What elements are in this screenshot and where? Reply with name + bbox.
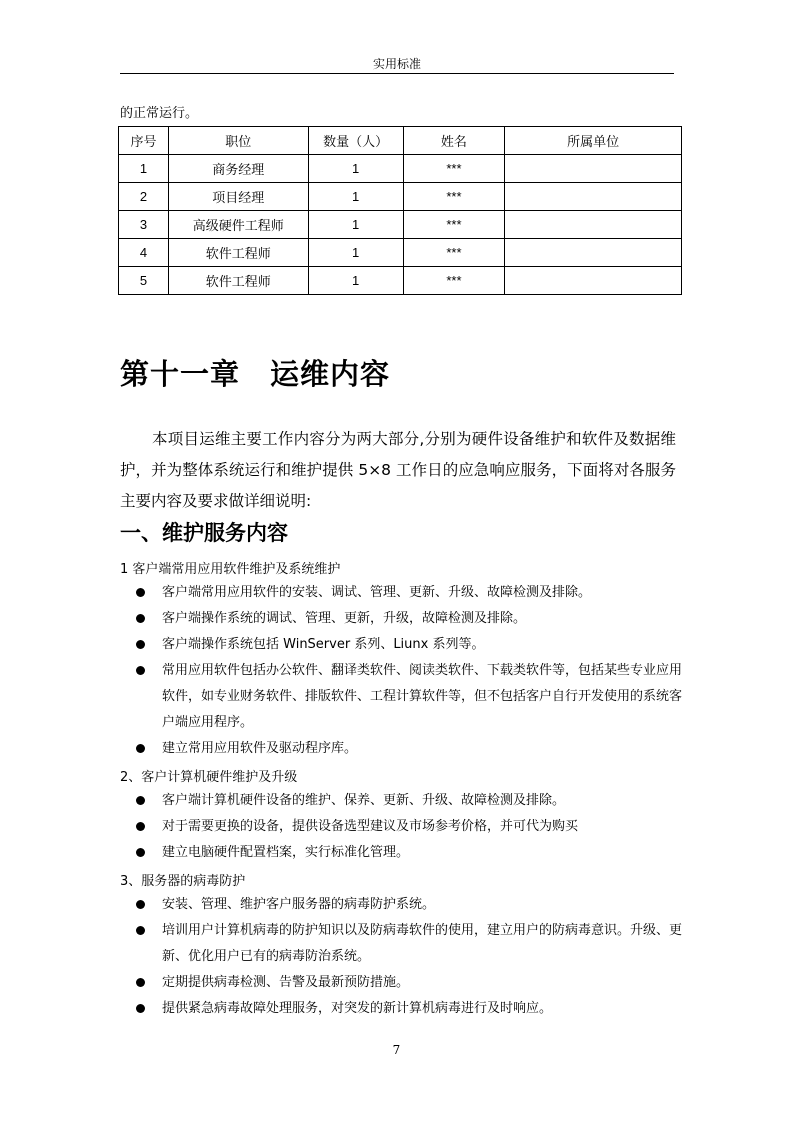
list-item (162, 840, 682, 866)
chapter-title: 运维内容 (270, 357, 391, 391)
chapter-number: 第十一章 (120, 357, 241, 391)
page-number: 7 (392, 1043, 401, 1057)
list-item (162, 970, 682, 996)
table-row (119, 155, 682, 183)
staff-table (118, 126, 682, 295)
table-cell (505, 183, 682, 211)
table-row (119, 211, 682, 239)
list-item-text: 客户端操作系统的调试、管理、更新，升级，故障检测及排除。 (162, 611, 527, 626)
table-cell: 1 (119, 155, 169, 183)
table-cell (505, 267, 682, 295)
table-row (119, 183, 682, 211)
table-cell: 4 (119, 239, 169, 267)
table-cell: 1 (308, 211, 403, 239)
list-item-text: 定期提供病毒检测、告警及最新预防措施。 (162, 975, 410, 990)
bullet-dot-icon (136, 900, 145, 909)
list-item (162, 814, 682, 840)
bullet-dot-icon (136, 640, 145, 649)
table-cell: *** (403, 155, 505, 183)
table-cell (505, 211, 682, 239)
table-row (119, 267, 682, 295)
table-cell: 2 (119, 183, 169, 211)
list-item-text: 提供紧急病毒故障处理服务，对突发的新计算机病毒进行及时响应。 (162, 1001, 553, 1016)
subsection-title: 2、客户计算机硬件维护及升级 (120, 770, 298, 785)
bullet-dot-icon (136, 848, 145, 857)
header-cell-unit: 所属单位 (505, 127, 682, 155)
lead-text: 的正常运行。 (120, 106, 199, 121)
bullet-dot-icon (136, 978, 145, 987)
table-row (119, 239, 682, 267)
table-cell: 1 (308, 239, 403, 267)
table-cell: 1 (308, 267, 403, 295)
table-cell: *** (403, 267, 505, 295)
subsection-title: 1 客户端常用应用软件维护及系统维护 (120, 562, 341, 577)
list-item (162, 736, 682, 762)
list-item (162, 918, 682, 970)
bullet-dot-icon (136, 666, 145, 675)
table-header-row (119, 127, 682, 155)
header-rule (120, 73, 674, 74)
table-cell: *** (403, 239, 505, 267)
table-cell: 软件工程师 (168, 239, 308, 267)
header-cell-position: 职位 (168, 127, 308, 155)
list-item-text: 建立电脑硬件配置档案，实行标准化管理。 (162, 845, 410, 860)
intro-paragraph: 本项目运维主要工作内容分为两大部分,分别为硬件设备维护和软件及数据维护，并为整体系统运行和维护提供 5×8 工作日的应急响应服务，下面将对各服务主要内容及要求做详细说明: (120, 430, 676, 510)
table-cell: 1 (308, 155, 403, 183)
bullet-dot-icon (136, 926, 145, 935)
table-cell: 3 (119, 211, 169, 239)
list-item-text: 安装、管理、维护客户服务器的病毒防护系统。 (162, 897, 436, 912)
list-item-text: 对于需要更换的设备，提供设备选型建议及市场参考价格，并可代为购买 (162, 819, 579, 834)
list-item (162, 658, 682, 736)
table-cell: *** (403, 183, 505, 211)
bullet-dot-icon (136, 744, 145, 753)
list-item (162, 632, 682, 658)
bullet-dot-icon (136, 1004, 145, 1013)
list-item-text: 培训用户计算机病毒的防护知识以及防病毒软件的使用，建立用户的防病毒意识。升级、更新、优化用户已有的病毒防治系统。 (162, 923, 683, 964)
header-cell-quantity: 数量（人） (308, 127, 403, 155)
subsection-title: 3、服务器的病毒防护 (120, 874, 246, 889)
bullet-dot-icon (136, 796, 145, 805)
header-cell-index: 序号 (119, 127, 169, 155)
list-item (162, 788, 682, 814)
list-item-text: 建立常用应用软件及驱动程序库。 (162, 741, 358, 756)
list-item-text: 客户端计算机硬件设备的维护、保养、更新、升级、故障检测及排除。 (162, 793, 566, 808)
table-cell (505, 239, 682, 267)
header-cell-name: 姓名 (403, 127, 505, 155)
list-item-text: 客户端常用应用软件的安装、调试、管理、更新、升级、故障检测及排除。 (162, 585, 592, 600)
bullet-dot-icon (136, 614, 145, 623)
list-item-text: 常用应用软件包括办公软件、翻译类软件、阅读类软件、下载类软件等，包括某些专业应用软件，如专业财务软件、排版软件、工程计算软件等，但不包括客户自行开发使用的系统客户端应用程序。 (162, 663, 683, 730)
list-item (162, 606, 682, 632)
list-item (162, 996, 682, 1022)
table-cell: 软件工程师 (168, 267, 308, 295)
bullet-dot-icon (136, 822, 145, 831)
table-cell: 高级硬件工程师 (168, 211, 308, 239)
table-cell: 5 (119, 267, 169, 295)
section-heading: 一、维护服务内容 (120, 521, 288, 545)
table-cell (505, 155, 682, 183)
chapter-heading (120, 352, 390, 393)
table-cell: *** (403, 211, 505, 239)
list-item (162, 580, 682, 606)
list-item-text: 客户端操作系统包括 WinServer 系列、Liunx 系列等。 (162, 637, 485, 652)
bullet-dot-icon (136, 588, 145, 597)
table-cell: 项目经理 (168, 183, 308, 211)
page-header: 实用标准 (372, 57, 421, 71)
table-cell: 商务经理 (168, 155, 308, 183)
list-item (162, 892, 682, 918)
table-cell: 1 (308, 183, 403, 211)
